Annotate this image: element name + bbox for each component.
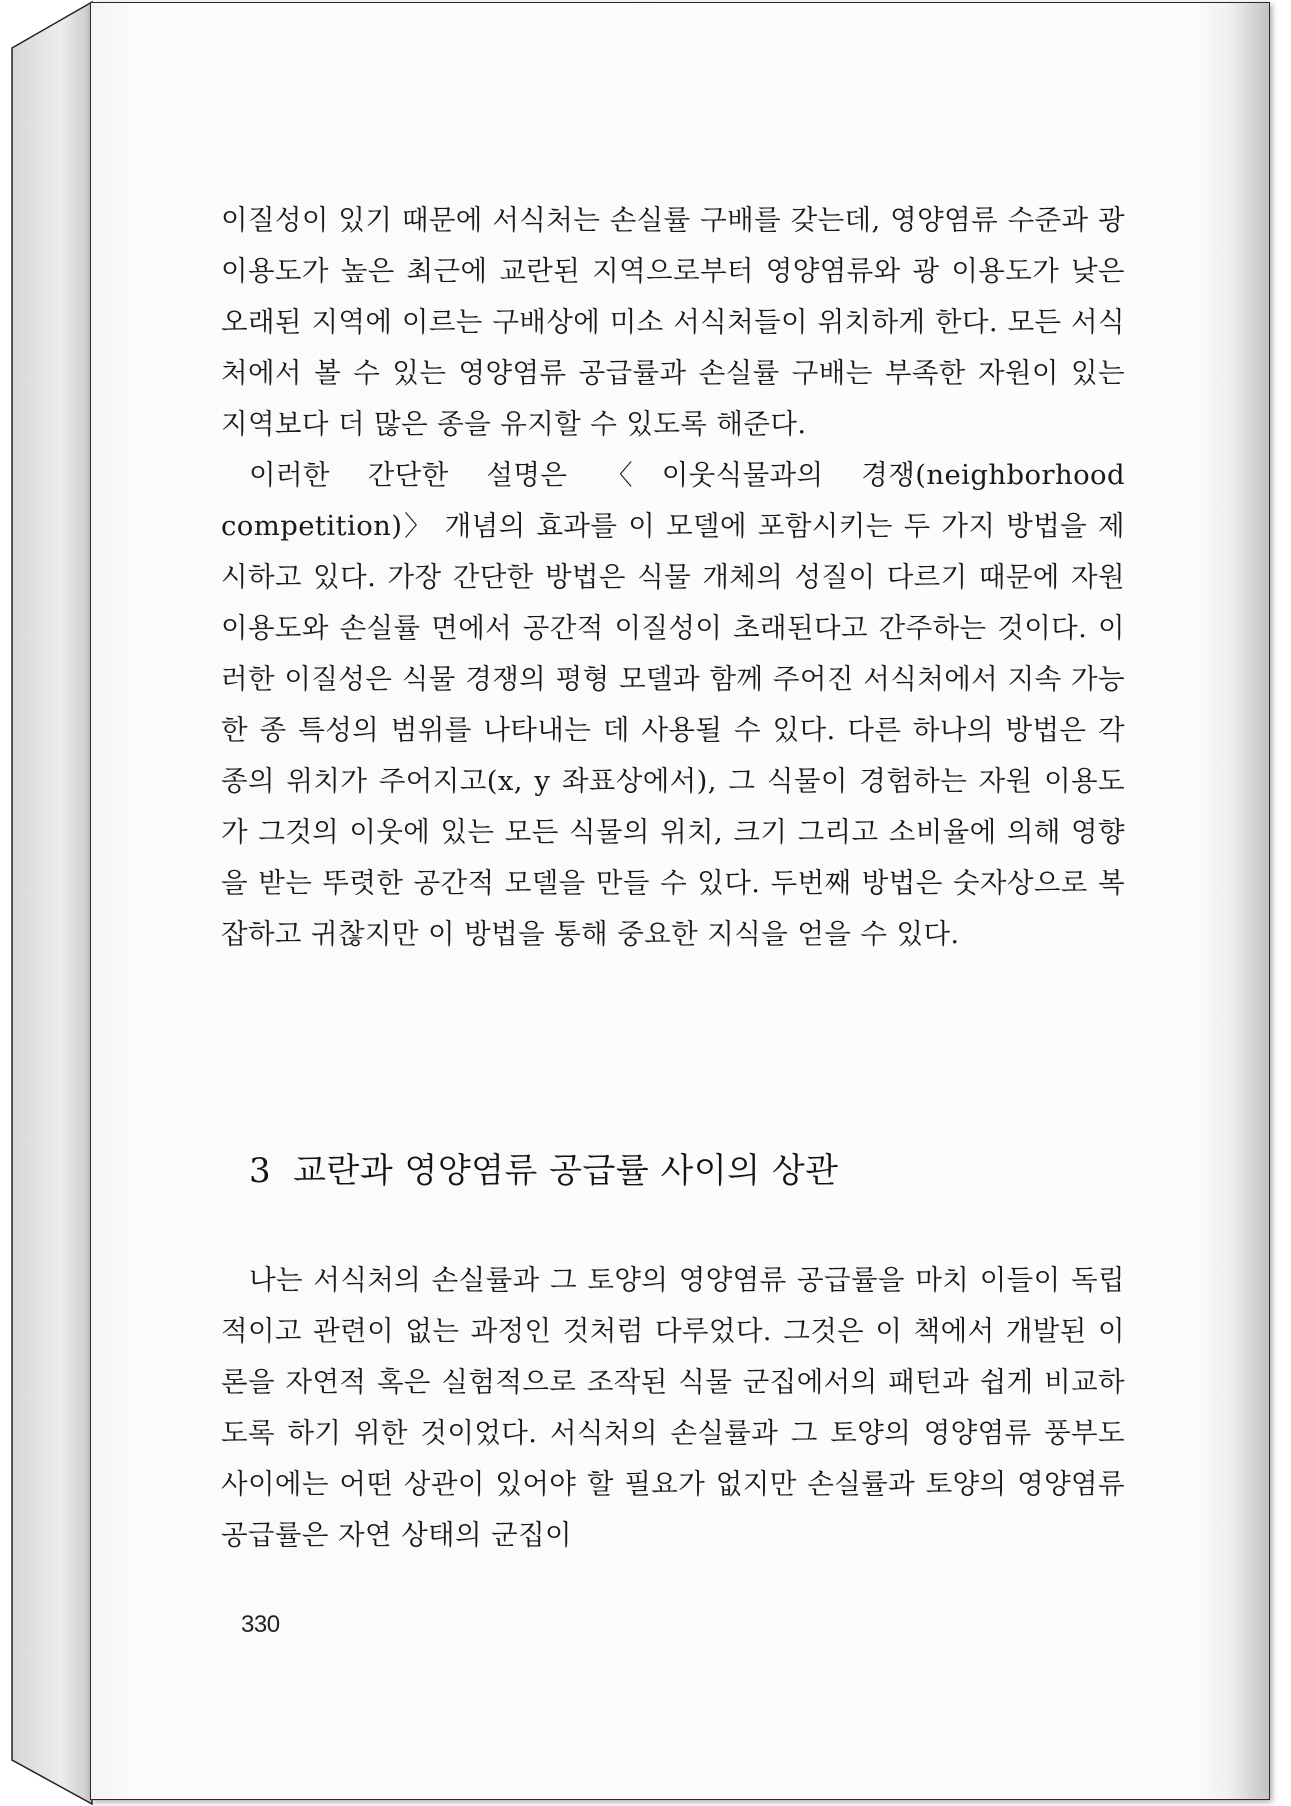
body-text-top (221, 195, 1125, 960)
book-page (90, 2, 1270, 1800)
paragraph-neighborhood-competition: 이러한 간단한 설명은 〈이웃식물과의 경쟁(neighborhood competition)〉 개념의 효과를 이 모델에 포함시키는 두 가지 방법을 제시하고 있다. 가장 간단한 방법은 식물 개체의 성질이 다르기 때문에 자원 이용도와 손실률 면에서 공간적 이질성이 초래된다고 간주하는 것이다. 이러한 이질성은 식물 경쟁의 평형 모델과 함께 주어진 서식처에서 지속 가능한 종 특성의 범위를 나타내는 데 사용될 수 있다. 다른 하나의 방법은 각 종의 위치가 주어지고(x, y 좌표상에서), 그 식물이 경험하는 자원 이용도가 그것의 이웃에 있는 모든 식물의 위치, 크기 그리고 소비율에 의해 영향을 받는 뚜렷한 공간적 모델을 만들 수 있다. 두번째 방법은 숫자상으로 복잡하고 귀찮지만 이 방법을 통해 중요한 지식을 얻을 수 있다. (221, 459, 1125, 950)
page-edge-shadow (1229, 3, 1269, 1799)
section-title: 교란과 영양염류 공급률 사이의 상관 (293, 1151, 839, 1191)
body-text-bottom (221, 1255, 1125, 1561)
page-number: 330 (241, 1611, 280, 1638)
section-number: 3 (249, 1151, 272, 1191)
section-heading (249, 1143, 839, 1192)
paragraph-continued: 이질성이 있기 때문에 서식처는 손실률 구배를 갖는데, 영양염류 수준과 광 이용도가 높은 최근에 교란된 지역으로부터 영양염류와 광 이용도가 낮은 오래된 지역에 이르는 구배상에 미소 서식처들이 위치하게 한다. 모든 서식처에서 볼 수 있는 영양염류 공급률과 손실률 구배는 부족한 자원이 있는 지역보다 더 많은 종을 유지할 수 있도록 해준다. (221, 204, 1125, 440)
paragraph-disturbance: 나는 서식처의 손실률과 그 토양의 영양염류 공급률을 마치 이들이 독립적이고 관련이 없는 과정인 것처럼 다루었다. 그것은 이 책에서 개발된 이론을 자연적 혹은 실험적으로 조작된 식물 군집에서의 패턴과 쉽게 비교하도록 하기 위한 것이었다. 서식처의 손실률과 그 토양의 영양염류 풍부도 사이에는 어떤 상관이 있어야 할 필요가 없지만 손실률과 토양의 영양염류 공급률은 자연 상태의 군집이 (221, 1264, 1125, 1551)
